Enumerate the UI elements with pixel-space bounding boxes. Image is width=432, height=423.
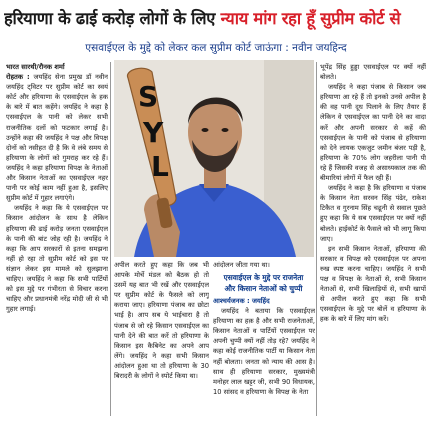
headline — [4, 2, 428, 36]
col1-paragraph-1: जयहिंद सेना प्रमुख डॉ नवीन जयहिंद ट्विटर पर सुप्रीम कोर्ट का स्वयं कोर्ट और हरियाणा के एसवाईएल के हक के बारे में बात कहेंगे। जयहिंद ने कहा है एसवाईएल के पानी को लेकर सभी राजनीतिक दलों को फटकार लगाई है। उन्होंने कहा की जयहिंद ने पक्ष और विपक्ष दोनों को नसीहत दी है कि वे लंबे समय से हरियाणा के लोगों को गुमराह कर रहे हैं। जयहिंद ने कहा हरियाणा विपक्ष के नेताओं और किसान नेताओं का एसवाईएल नहर पानी पर कोई काम नहीं हुआ है, इसलिए सुप्रीम कोर्ट में गुहार लगाएंगे। — [6, 73, 108, 203]
article-column-4 — [320, 62, 426, 418]
col3-paragraph-1: आंदोलन जीता गया था। — [213, 261, 270, 269]
article-photo — [114, 60, 314, 257]
sub-section-title-line-3: आश्चर्यजनक : जयहिंद — [213, 297, 270, 305]
col1-paragraph-2: जयहिंद ने कहा कि ये एसवाईएल पर किसान आंदोलन के साथ है लेकिन हरियाणा की ढाई करोड़ जनता एसवाईएल के पानी की बांट जोह रही है। जयहिंद ने कहा कि आप सरकारों से इतना समझना नहीं हो रहा तो सुप्रीम कोर्ट को इस पर संज्ञान लेकर इस मामले को सुलझाना चाहिए। जयहिंद ने कहा कि सभी पार्टियों को इस मुद्दे पर गंभीरता से विचार करना चाहिए और प्रधानमंत्री नरेंद्र मोदी जी से भी गुहार लगाई। — [6, 204, 108, 314]
bat-letter-y: Y — [143, 116, 164, 149]
article-column-1 — [6, 62, 108, 418]
headline-part-1: हरियाणा के ढाई करोड़ लोगों के लिए — [4, 9, 221, 28]
col4-paragraph-2: जयहिंद ने कहा पंजाब से किसान जब हरियाणा आ रहे हैं तो इनको उनसे अपील है की वह पानी दूध पिलाने के लिए तैयार हैं लेकिन वे एसवाईएल का पानी देने का वादा करें और अपनी सरकार से कहें की एसवाईएल के पानी को पंजाब से हरियाणा को देने लायक एकजुट जमीन बंजर पड़ी है, हरियाणा के 70% लोग जहरीला पानी पी रहे हैं जिसकी वजह से असाध्यकाल तक की बीमारियां लोगों में फैल रही हैं। — [320, 83, 426, 183]
col3-paragraph-2: जयहिंद ने बताया कि एसवाईएल हरियाणा का हक़ है और सभी राजनेताओं, किसान नेताओं व पार्टियों एसवाईएल पर अपनी चुप्पी क्यों नहीं तोड़ रहे? जयहिंद ने कहा कोई राजनीतिक पार्टी या किसान नेता नहीं बोलता। जनता को न्याय की आस है। साथ ही हरियाणा सरकार, मुख्यमंत्री मनोहर लाल खट्टर जी, सभी 90 विधायक, 10 सांसद व हरियाणा के विपक्ष के नेता — [213, 307, 315, 396]
place-name: रोहतक : — [6, 73, 30, 82]
col4-paragraph-1: भूपेंद्र सिंह हुड्डा एसवाईएल पर क्यों नहीं बोलते। — [320, 63, 426, 82]
col4-paragraph-3: जयहिंद ने कहा है कि हरियाणा व पंजाब के किसान नेता सरवन सिंह पंढेर, राकेश टिकैत व गुरनाम सिंह चढूनी से सवाल पूछते हुए कहा कि ये सब एसवाईएल पर क्यों नहीं बोलते। हाईकोर्ट के फैसले को भी लागू किया जाए। — [320, 184, 426, 243]
subheadline: एसवाईएल के मुद्दे को लेकर कल सुप्रीम कोर्ट जाऊंगा : नवीन जयहिन्द — [85, 42, 347, 54]
sub-section-title-line-1: एसवाईएल के मुद्दे पर राजनेता — [223, 273, 304, 282]
bat-letter-l: L — [151, 150, 169, 183]
column-divider — [316, 62, 317, 416]
dateline: भारत सारथी/रौनक शर्मा — [6, 63, 65, 71]
col2-paragraph-1: अपील करते हुए कहा कि जब भी आपके मोर्चे मंडल को बैठक हो तो उसमें यह बात भी रखें और एसवाईएल पर सुप्रीम कोर्ट के फैसले को लागू कराया जाए। हरियाणा पंजाब का छोटा भाई है। आप सब ये भाईचारा है तो पंजाब से जो रहे किसान एसवाईएल का पानी देने की बात करें तो हरियाणा के किसान इस कैबिनेट का अपने आप लेंगे। जयहिंद ने कहा सभी किसान आंदोलन हुआ था तो हरियाणा के 30 बिरादरी के लोगों ने स्पोर्ट किया था। — [114, 261, 209, 381]
column-divider — [110, 62, 111, 416]
photo-illustration — [114, 60, 314, 257]
headline-part-2: न्याय मांग रहा हूँ सुप्रीम कोर्ट से — [220, 9, 401, 28]
article-column-3-body — [213, 296, 315, 418]
article-column-2 — [114, 260, 209, 418]
bat-letter-s: S — [138, 80, 159, 113]
sub-section-title-line-2: और किसान नेताओं को चुप्पी — [224, 284, 303, 293]
col4-paragraph-4: इन सभी किसान नेताओं, हरियाणा की सरकार व विपक्ष को एसवाईएल पर अपना रुख स्पष्ट करना चाहिए। जयहिंद ने सभी पक्ष व विपक्ष के नेताओं से, सभी किसान नेताओं से, सभी खिलाड़ियों से, सभी खापों से अपील करते हुए कहा कि सभी एसवाईएल के मुद्दे पर बोलें व हरियाणा के हक के बारे में लिए मांग करें। — [320, 244, 426, 324]
